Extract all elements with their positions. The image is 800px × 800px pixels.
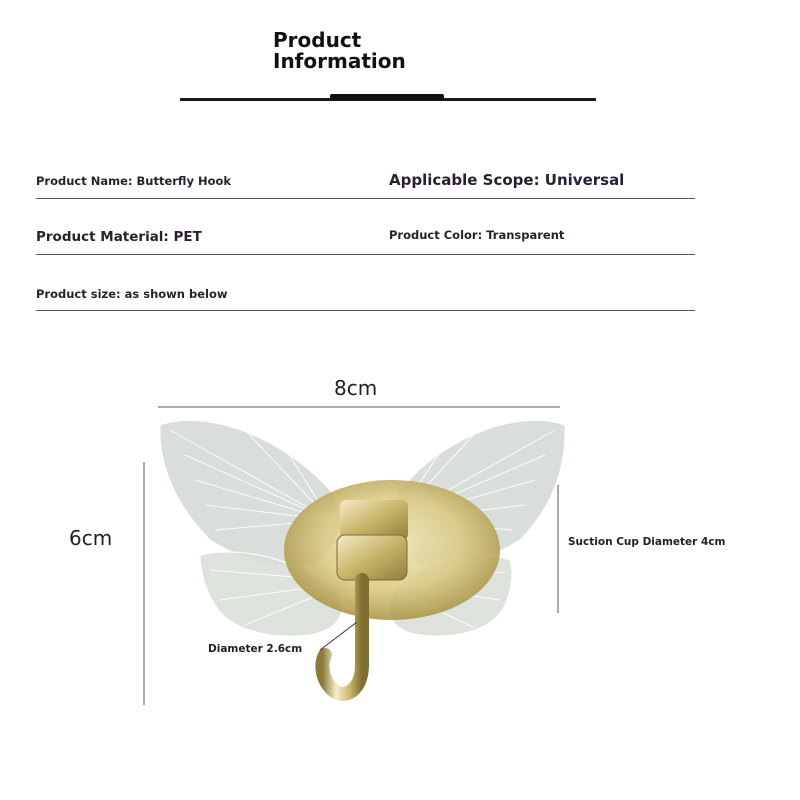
hook-diameter-label: Diameter 2.6cm — [208, 643, 303, 655]
product-size: Product size: as shown below — [36, 287, 228, 301]
product-color: Product Color: Transparent — [389, 228, 565, 242]
product-material: Product Material: PET — [36, 229, 202, 245]
applicable-scope: Applicable Scope: Universal — [389, 171, 625, 189]
suction-cup-label: Suction Cup Diameter 4cm — [568, 536, 726, 548]
height-label: 6cm — [69, 526, 113, 550]
title-line-1: Product — [273, 28, 362, 52]
product-name: Product Name: Butterfly Hook — [36, 174, 232, 188]
hook-base — [340, 500, 408, 540]
title-line-2: Information — [273, 49, 406, 73]
hook-block — [337, 535, 407, 580]
width-label: 8cm — [334, 376, 378, 400]
